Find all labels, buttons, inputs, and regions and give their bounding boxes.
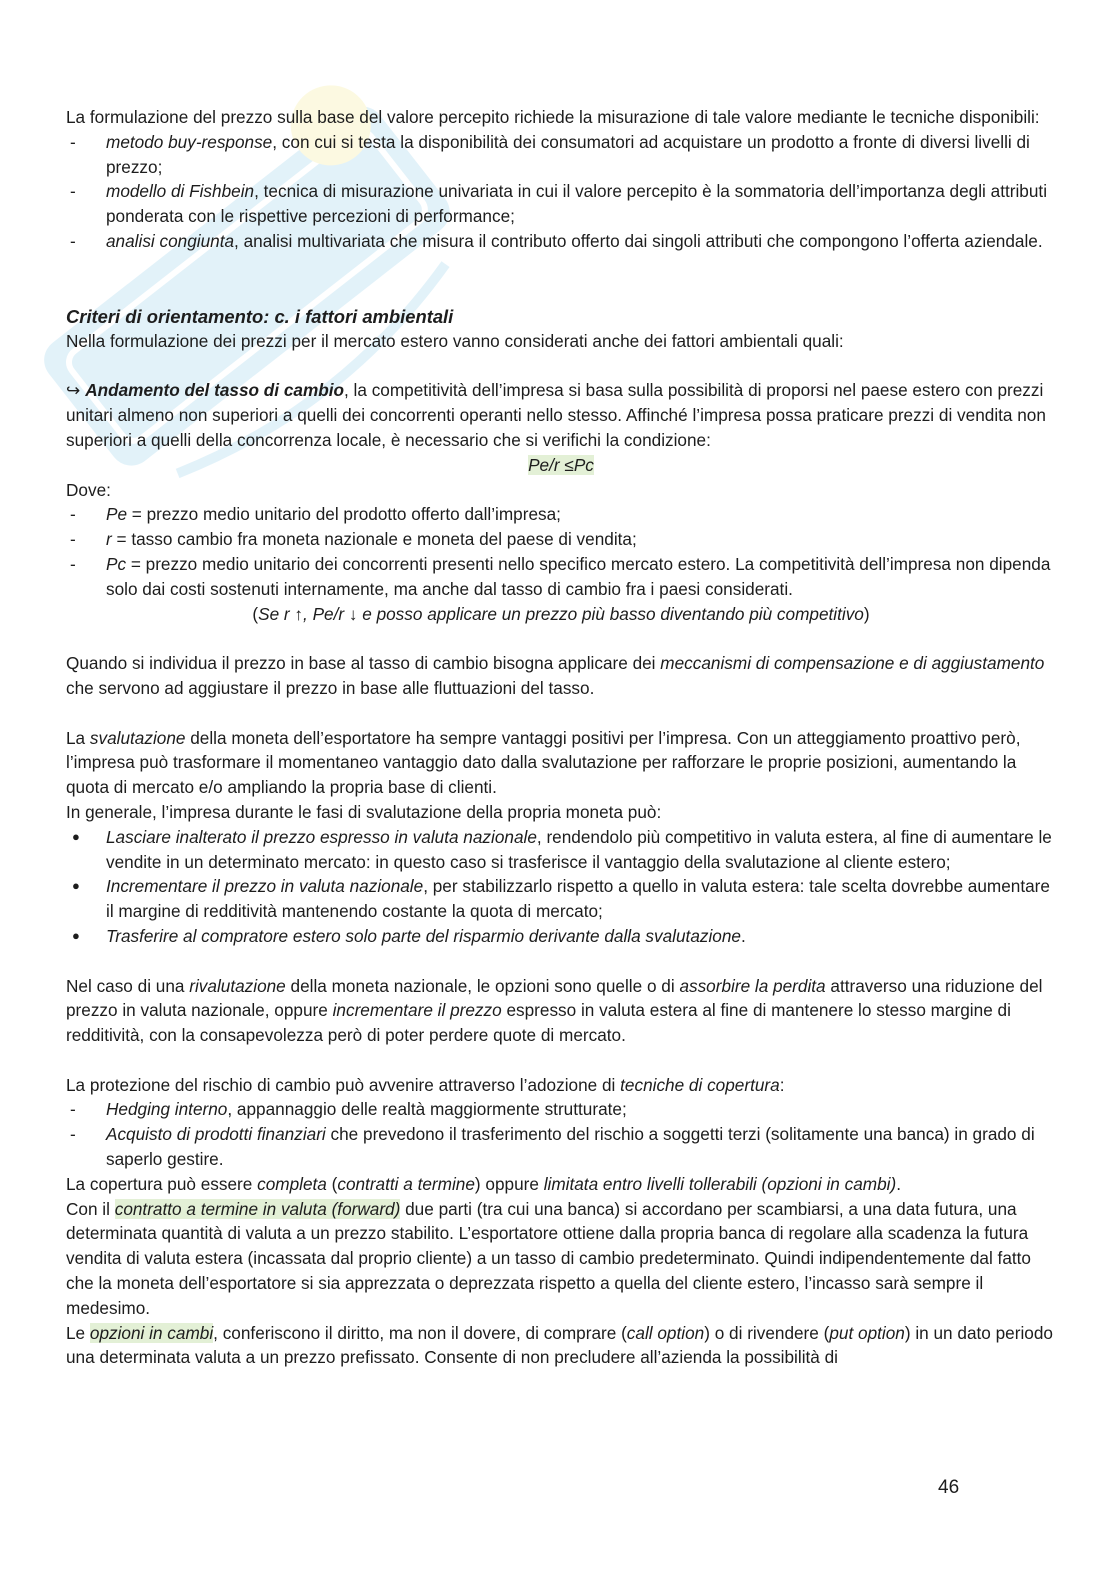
- definition-text: = prezzo medio unitario del prodotto offerto dall’impresa;: [127, 504, 561, 525]
- protection-paragraph: La protezione del rischio di cambio può avvenire attraverso l’adozione di tecniche di copertura:: [66, 1074, 785, 1095]
- compensation-term: meccanismi di compensazione e di aggiustamento: [660, 653, 1045, 674]
- coverage-technique-text: , appannaggio delle realtà maggiormente strutturate;: [227, 1099, 627, 1120]
- technique-text: , analisi multivariata che misura il contributo offerto dai singoli attributi che compongono l’offerta aziendale.: [234, 230, 1043, 251]
- options-term: opzioni in cambi: [89, 1322, 214, 1343]
- dash-marker: -: [70, 1124, 76, 1145]
- technique-item: [66, 179, 1056, 229]
- definition-term: Pe: [106, 504, 128, 525]
- technique-text: , tecnica di misurazione univariata in cui il valore percepito è la sommatoria dell’importanza degli attributi ponderata con le rispettive percezioni di performance;: [106, 181, 1048, 227]
- put-option-term: put option: [829, 1322, 905, 1343]
- page-number: 46: [938, 1477, 960, 1498]
- technique-item: [66, 229, 1056, 254]
- call-option-term: call option: [626, 1322, 705, 1343]
- exchange-rate-text: , la competitività dell’impresa si basa sulla possibilità di proporsi nel paese estero con prezzi unitari almeno non superiori a quelli dei concorrenti operanti nello stesso. Affinché l’impresa possa praticare prezzi di vendita non superiori a quelli della concorrenza locale, è necessario che si verifichi la condizione:: [66, 380, 1046, 450]
- bullet-icon: ●: [72, 878, 80, 894]
- devaluation-option: [66, 924, 1056, 949]
- formula-note-text: Se r ↑, Pe/r ↓ e posso applicare un prezzo più basso diventando più competitivo: [258, 603, 864, 624]
- devaluation-general: In generale, l’impresa durante le fasi di svalutazione della propria moneta può:: [66, 801, 662, 822]
- formula: Pe/r ≤Pc: [528, 454, 594, 475]
- technique-item: [66, 130, 1056, 180]
- coverage-technique-item: [66, 1097, 1056, 1122]
- coverage-technique-item: [66, 1122, 1056, 1172]
- increase-price-term: incrementare il prezzo: [332, 1000, 502, 1021]
- dash-marker: -: [70, 230, 76, 251]
- definition-item: [66, 527, 1056, 552]
- exchange-rate-paragraph: [66, 378, 1056, 452]
- page-content: [66, 105, 1056, 1370]
- dash-marker: -: [70, 131, 76, 152]
- forward-paragraph: Con il contratto a termine in valuta (forward) due parti (tra cui una banca) si accordano per scambiarsi, a una data futura, una determinata quantità di valuta a un prezzo stabilito. L’esportatore ottiene dalla propria banca di regolare alla scadenza la futura vendita di valuta estera (incassata dal proprio cliente) a un tasso di cambio predeterminato. Quindi indipendentemente dal fatto che la moneta dell’esportatore si sia apprezzata o deprezzata rispetto a quella del cliente estero, l’incasso sarà sempre il medesimo.: [66, 1198, 1031, 1318]
- coverage-technique-text: che prevedono il trasferimento del rischio a soggetti terzi (solitamente una banca) in grado di saperlo gestire.: [106, 1124, 1035, 1170]
- absorb-loss-term: assorbire la perdita: [679, 975, 826, 996]
- intro-paragraph: La formulazione del prezzo sulla base del valore percepito richiede la misurazione di tale valore mediante le tecniche disponibili:: [66, 107, 1040, 127]
- devaluation-term: svalutazione: [89, 727, 186, 748]
- devaluation-paragraph: La svalutazione della moneta dell’esportatore ha sempre vantaggi positivi per l’impresa. Con un atteggiamento proattivo però, l’impresa può trasformare il momentaneo vantaggio dato dalla svalutazione per rafforzare le proprie posizioni, aumentando la quota di mercato e/o ampliando la propria base di clienti.: [66, 727, 1021, 798]
- definition-text: = prezzo medio unitario dei concorrenti presenti nello specifico mercato estero. La competitività dell’impresa non dipenda solo dai costi sostenuti internamente, ma anche dal tasso di cambio fra i paesi considerati.: [106, 553, 1051, 599]
- revaluation-term: rivalutazione: [189, 975, 286, 996]
- option-term: Incrementare il prezzo in valuta nazionale: [106, 876, 424, 897]
- dash-marker: -: [70, 1099, 76, 1120]
- bullet-icon: ●: [72, 828, 80, 844]
- formula-line: [66, 453, 1056, 478]
- section-intro: Nella formulazione dei prezzi per il mercato estero vanno considerati anche dei fattori ambientali quali:: [66, 330, 844, 351]
- coverage-technique-term: Acquisto di prodotti finanziari: [106, 1124, 326, 1145]
- coverage-technique-term: Hedging interno: [106, 1099, 228, 1120]
- option-term: Trasferire al compratore estero solo parte del risparmio derivante dalla svalutazione: [106, 925, 741, 946]
- technique-text: , con cui si testa la disponibilità dei consumatori ad acquistare un prodotto a fronte di diversi livelli di prezzo;: [106, 131, 1030, 177]
- dove-label: Dove:: [66, 479, 111, 500]
- technique-term: metodo buy-response: [106, 131, 273, 152]
- definition-text: = tasso cambio fra moneta nazionale e moneta del paese di vendita;: [111, 529, 637, 550]
- coverage-paragraph: La copertura può essere completa (contratti a termine) oppure limitata entro livelli tollerabili (opzioni in cambi).: [66, 1173, 901, 1194]
- revaluation-paragraph: Nel caso di una rivalutazione della moneta nazionale, le opzioni sono quelle o di assorbire la perdita attraverso una riduzione del prezzo in valuta nazionale, oppure incrementare il prezzo espresso in valuta estera al fine di mantenere lo stesso margine di redditività, con la consapevolezza però di poter perdere quote di mercato.: [66, 975, 1043, 1046]
- section-heading: Criteri di orientamento: c. i fattori ambientali: [66, 305, 454, 327]
- option-text: .: [740, 925, 746, 946]
- forward-term: contratto a termine in valuta (forward): [114, 1198, 401, 1219]
- dash-marker: -: [70, 553, 76, 574]
- bullet-icon: ●: [72, 927, 80, 943]
- dash-marker: -: [70, 181, 76, 202]
- options-paragraph: Le opzioni in cambi, conferiscono il diritto, ma non il dovere, di comprare (call option) o di rivendere (put option) in un dato periodo una determinata valuta a un prezzo prefissato. Consente di non precludere all’azienda la possibilità di: [66, 1322, 1053, 1368]
- arrow-icon: ↪: [66, 380, 81, 401]
- devaluation-option: [66, 825, 1056, 875]
- coverage-techniques-term: tecniche di copertura: [620, 1074, 780, 1095]
- technique-term: modello di Fishbein: [106, 181, 255, 202]
- formula-note: (Se r ↑, Pe/r ↓ e posso applicare un prezzo più basso diventando più competitivo): [252, 603, 870, 624]
- definition-item: [66, 552, 1056, 602]
- option-text: , per stabilizzarlo rispetto a quello in valuta estera: tale scelta dovrebbe aumentare il margine di redditività mantenendo costante la quota di mercato;: [106, 876, 1050, 922]
- technique-term: analisi congiunta: [106, 230, 235, 251]
- option-term: Lasciare inalterato il prezzo espresso in valuta nazionale: [106, 826, 537, 847]
- dash-marker: -: [70, 529, 76, 550]
- compensation-paragraph: Quando si individua il prezzo in base al tasso di cambio bisogna applicare dei meccanismi di compensazione e di aggiustamento che servono ad aggiustare il prezzo in base alle fluttuazioni del tasso.: [66, 653, 1045, 698]
- exchange-rate-title: Andamento del tasso di cambio: [85, 380, 344, 401]
- dash-marker: -: [70, 504, 76, 525]
- definition-item: [66, 502, 1056, 527]
- devaluation-option: [66, 874, 1056, 924]
- definition-term: r: [106, 529, 112, 550]
- option-text: , rendendolo più competitivo in valuta estera, al fine di aumentare le vendite in un determinato mercato: in questo caso si trasferisce il vantaggio della svalutazione al cliente estero;: [106, 826, 1052, 872]
- definition-term: Pc: [106, 553, 127, 574]
